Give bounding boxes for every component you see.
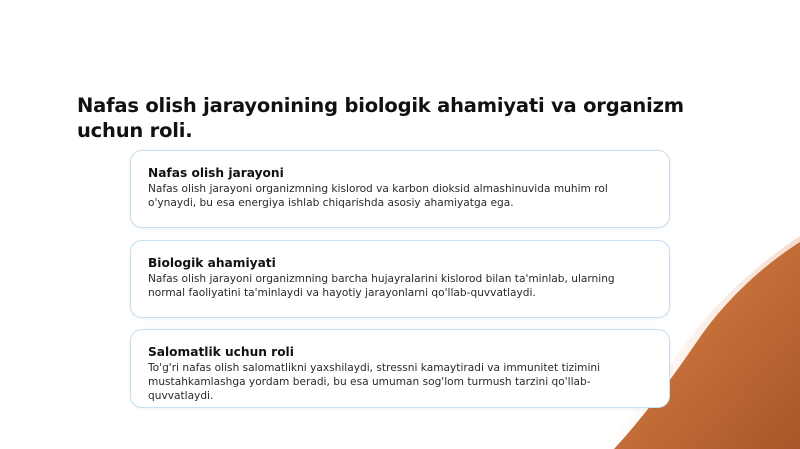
slide-title: Nafas olish jarayonining biologik ahamiyati va organizm uchun roli. (77, 94, 684, 142)
card-text: Nafas olish jarayoni organizmning kislorod va karbon dioksid almashinuvida muhim rol o'ynaydi, bu esa energiya ishlab chiqarishda asosiy ahamiyatga ega. (148, 183, 608, 209)
info-card-breathing-process (130, 150, 670, 228)
card-text: To'g'ri nafas olish salomatlikni yaxshilaydi, stressni kamaytiradi va immunitet tizimini mustahkamlashga yordam beradi, bu esa umuman sog'lom turmush tarzini qo'llab-quvvatlaydi. (148, 362, 601, 402)
info-card-health-role (130, 329, 670, 408)
card-heading: Salomatlik uchun roli (148, 345, 294, 359)
info-card-biological-importance (130, 240, 670, 318)
card-heading: Nafas olish jarayoni (148, 166, 284, 180)
card-text: Nafas olish jarayoni organizmning barcha hujayralarini kislorod bilan ta'minlab, ularning normal faoliyatini ta'minlaydi va hayotiy jarayonlarni qo'llab-quvvatlaydi. (148, 273, 615, 299)
card-heading: Biologik ahamiyati (148, 256, 276, 270)
